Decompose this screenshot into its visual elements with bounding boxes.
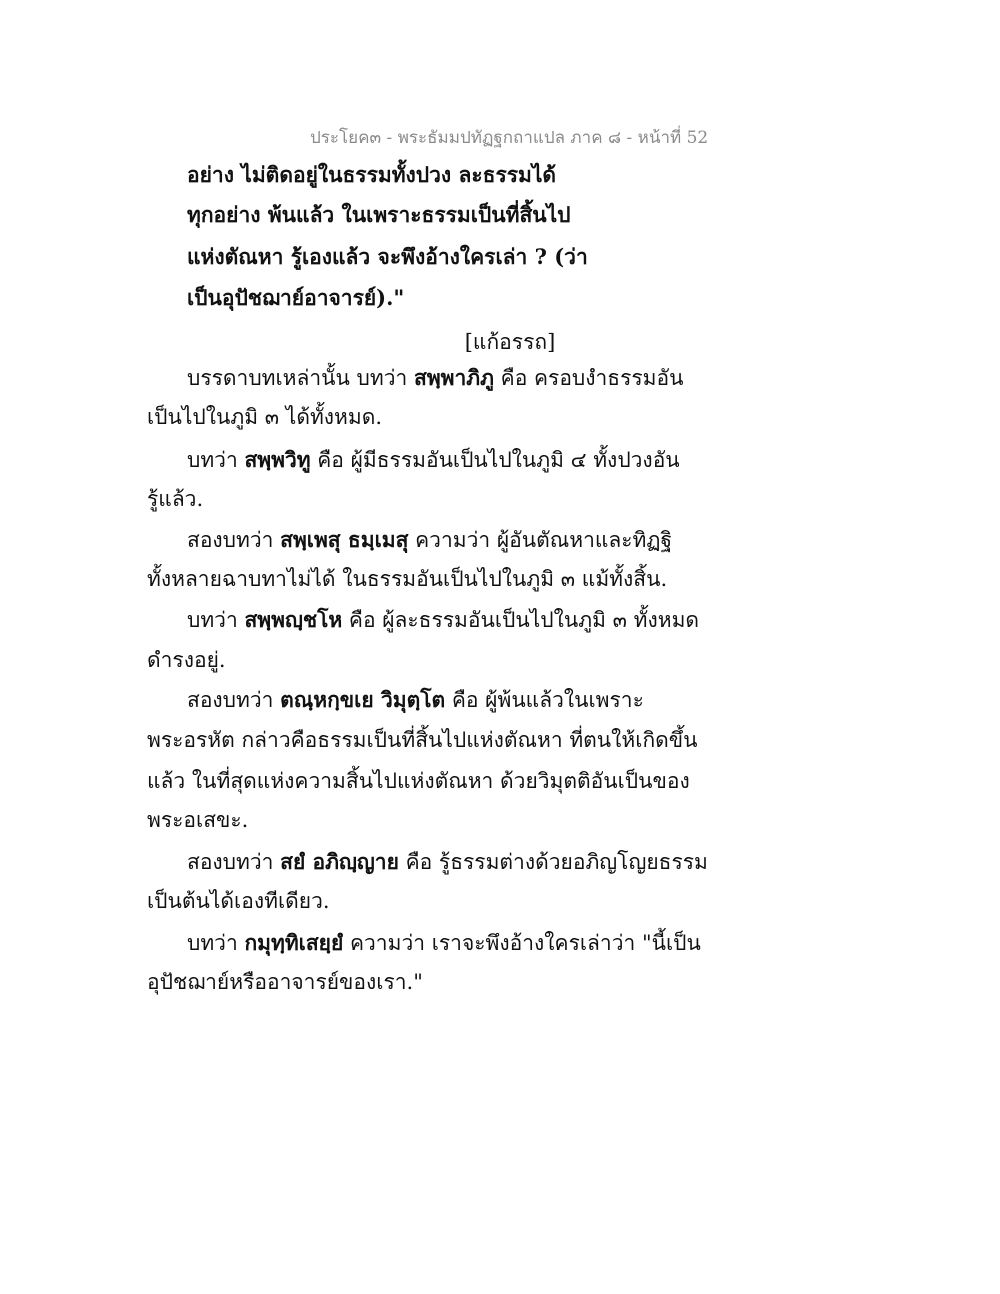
paragraph-line: ทั้งหลายฉาบทาไม่ได้ ในธรรมอันเป็นไปในภูมิ ๓ แม้ทั้งสิ้น. [147, 567, 668, 591]
pali-term: กมุทฺทิเสยฺยํ [244, 930, 344, 955]
paragraph-line [187, 689, 644, 711]
paragraph-line: เป็นต้นได้เองทีเดียว. [147, 889, 330, 913]
paragraph-line: พระอรหัต กล่าวคือธรรมเป็นที่สิ้นไปแห่งตัณหา ที่ตนให้เกิดขึ้น [147, 728, 698, 752]
paragraph-text: สองบทว่า [187, 688, 281, 712]
pali-term: สพฺเพสุ ธมฺเมสุ [280, 527, 409, 552]
page-header: ประโยค๓ - พระธัมมปทัฏฐกถาแปล ภาค ๘ - หน้าที่ 52 [310, 128, 709, 148]
paragraph-text: สองบทว่า [187, 850, 281, 874]
paragraph-text: ความว่า ผู้อันตัณหาและทิฏฐิ [408, 528, 673, 552]
paragraph-text: บรรดาบทเหล่านั้น บทว่า [187, 366, 414, 390]
paragraph-text: บทว่า [187, 608, 245, 632]
paragraph-text: คือ ผู้มีธรรมอันเป็นไปในภูมิ ๔ ทั้งปวงอัน [310, 448, 680, 472]
paragraph-line: เป็นไปในภูมิ ๓ ได้ทั้งหมด. [147, 405, 383, 429]
pali-term: สยํ อภิญฺญาย [280, 849, 399, 874]
paragraph-line [187, 367, 684, 389]
pali-term: สพฺพาภิภู [414, 365, 494, 390]
pali-term: สพฺพวิทู [244, 447, 311, 472]
paragraph-text: คือ ผู้พ้นแล้วในเพราะ [445, 688, 644, 712]
verse-line: อย่าง ไม่ติดอยู่ในธรรมทั้งปวง ละธรรมได้ [187, 162, 557, 187]
verse-line: เป็นอุปัชฌาย์อาจารย์)." [187, 285, 405, 310]
paragraph-text: คือ รู้ธรรมต่างด้วยอภิญโญยธรรม [398, 850, 708, 874]
paragraph-line [187, 609, 699, 631]
paragraph-line: พระอเสขะ. [147, 808, 249, 832]
section-label: [แก้อรรถ] [464, 330, 556, 354]
paragraph-line [187, 851, 708, 873]
paragraph-line: ดำรงอยู่. [147, 648, 226, 672]
paragraph-text: ความว่า เราจะพึงอ้างใครเล่าว่า "นี้เป็น [343, 931, 701, 955]
pali-term: สพฺพญฺชโห [244, 607, 343, 632]
paragraph-text: บทว่า [187, 931, 245, 955]
paragraph-line: รู้แล้ว. [147, 487, 204, 511]
paragraph-line [187, 932, 701, 954]
paragraph-line [187, 449, 680, 471]
verse-line: ทุกอย่าง พ้นแล้ว ในเพราะธรรมเป็นที่สิ้นไป [187, 202, 571, 227]
paragraph-text: สองบทว่า [187, 528, 281, 552]
paragraph-text: คือ ผู้ละธรรมอันเป็นไปในภูมิ ๓ ทั้งหมด [342, 608, 700, 632]
paragraph-line [187, 529, 672, 551]
paragraph-text: คือ ครอบงำธรรมอัน [493, 366, 684, 390]
paragraph-line: แล้ว ในที่สุดแห่งความสิ้นไปแห่งตัณหา ด้วยวิมุตติอันเป็นของ [147, 769, 690, 793]
paragraph-text: บทว่า [187, 448, 245, 472]
pali-term: ตณฺหกฺขเย วิมุตฺโต [280, 687, 446, 712]
paragraph-line: อุปัชฌาย์หรืออาจารย์ของเรา." [147, 970, 423, 994]
verse-line: แห่งตัณหา รู้เองแล้ว จะพึงอ้างใครเล่า ? (ว่า [187, 244, 588, 269]
